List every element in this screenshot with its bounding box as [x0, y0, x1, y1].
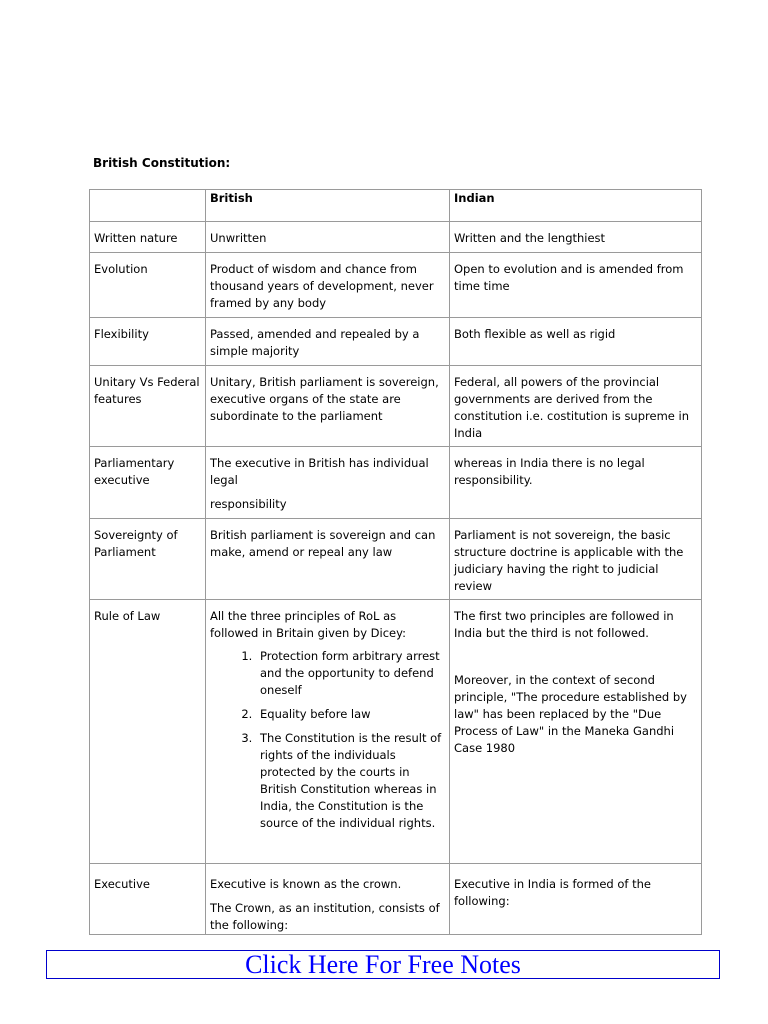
british-text: British parliament is sovereign and can make, amend or repeal any law	[210, 528, 436, 559]
british-text: Passed, amended and repealed by a simple majority	[210, 327, 420, 358]
british-cell	[206, 253, 450, 318]
table-row	[90, 864, 702, 935]
feature-text: Sovereignty of Parliament	[94, 528, 178, 559]
feature-cell	[90, 253, 206, 318]
indian-text: Executive in India is formed of the following:	[454, 877, 651, 908]
british-cell	[206, 447, 450, 519]
british-text: Unitary, British parliament is sovereign, executive organs of the state are subordinate to the parliament	[210, 375, 439, 423]
indian-text: Open to evolution and is amended from time time	[454, 262, 684, 293]
feature-cell	[90, 864, 206, 935]
rule-of-law-list	[210, 648, 445, 832]
comparison-table	[89, 189, 702, 935]
feature-text: Executive	[94, 877, 150, 891]
table-header-row	[90, 190, 702, 222]
page-heading: British Constitution:	[93, 156, 231, 170]
british-text: The executive in British has individual legal	[210, 456, 429, 487]
feature-text: Written nature	[94, 231, 178, 245]
british-cell	[206, 519, 450, 600]
list-item: 3. The Constitution is the result of rights of the individuals protected by the courts in British Constitution whereas in India, the Constitution is the source of the individual rights.	[256, 730, 445, 832]
table-row	[90, 222, 702, 253]
list-item: 2. Equality before law	[256, 706, 445, 723]
feature-cell	[90, 447, 206, 519]
british-cell	[206, 864, 450, 935]
free-notes-link[interactable]: Click Here For Free Notes	[245, 949, 521, 979]
table-row	[90, 366, 702, 447]
free-notes-banner[interactable]	[46, 950, 720, 979]
feature-cell	[90, 600, 206, 864]
feature-cell	[90, 366, 206, 447]
british-text-2: responsibility	[210, 497, 287, 511]
indian-cell	[450, 366, 702, 447]
table-row	[90, 318, 702, 366]
british-text: Executive is known as the crown.	[210, 877, 402, 891]
header-cell-indian: Indian	[450, 190, 702, 222]
indian-cell	[450, 318, 702, 366]
british-text-2: The Crown, as an institution, consists of the following:	[210, 901, 440, 932]
header-cell-british: British	[206, 190, 450, 222]
indian-cell	[450, 519, 702, 600]
british-cell	[206, 600, 450, 864]
british-text: Product of wisdom and chance from thousand years of development, never framed by any body	[210, 262, 434, 310]
indian-text: Written and the lengthiest	[454, 231, 606, 245]
indian-text: Federal, all powers of the provincial governments are derived from the constitution i.e. costitution is supreme in India	[454, 375, 689, 440]
header-cell-feature	[90, 190, 206, 222]
indian-text: The first two principles are followed in India but the third is not followed.	[454, 609, 674, 640]
feature-text: Rule of Law	[94, 609, 161, 623]
british-cell	[206, 366, 450, 447]
indian-cell	[450, 222, 702, 253]
table-row	[90, 253, 702, 318]
feature-text: Evolution	[94, 262, 148, 276]
indian-cell	[450, 447, 702, 519]
indian-cell	[450, 600, 702, 864]
indian-cell	[450, 864, 702, 935]
indian-text: Both flexible as well as rigid	[454, 327, 616, 341]
feature-text: Flexibility	[94, 327, 149, 341]
feature-text: Parliamentary executive	[94, 456, 175, 487]
indian-cell	[450, 253, 702, 318]
british-text: All the three principles of RoL as followed in Britain given by Dicey:	[210, 609, 406, 640]
list-item: 1. Protection form arbitrary arrest and the opportunity to defend oneself	[256, 648, 445, 699]
indian-text: whereas in India there is no legal responsibility.	[454, 456, 645, 487]
table-row	[90, 600, 702, 864]
british-cell	[206, 318, 450, 366]
table-row	[90, 447, 702, 519]
british-text: Unwritten	[210, 231, 267, 245]
feature-cell	[90, 222, 206, 253]
indian-text-2: Moreover, in the context of second principle, "The procedure established by law" has been replaced by the "Due Process of Law" in the Maneka Gandhi Case 1980	[454, 673, 687, 755]
feature-text: Unitary Vs Federal features	[94, 375, 200, 406]
feature-cell	[90, 519, 206, 600]
british-cell	[206, 222, 450, 253]
table-row	[90, 519, 702, 600]
indian-text: Parliament is not sovereign, the basic structure doctrine is applicable with the judiciary having the right to judicial review	[454, 528, 684, 593]
feature-cell	[90, 318, 206, 366]
